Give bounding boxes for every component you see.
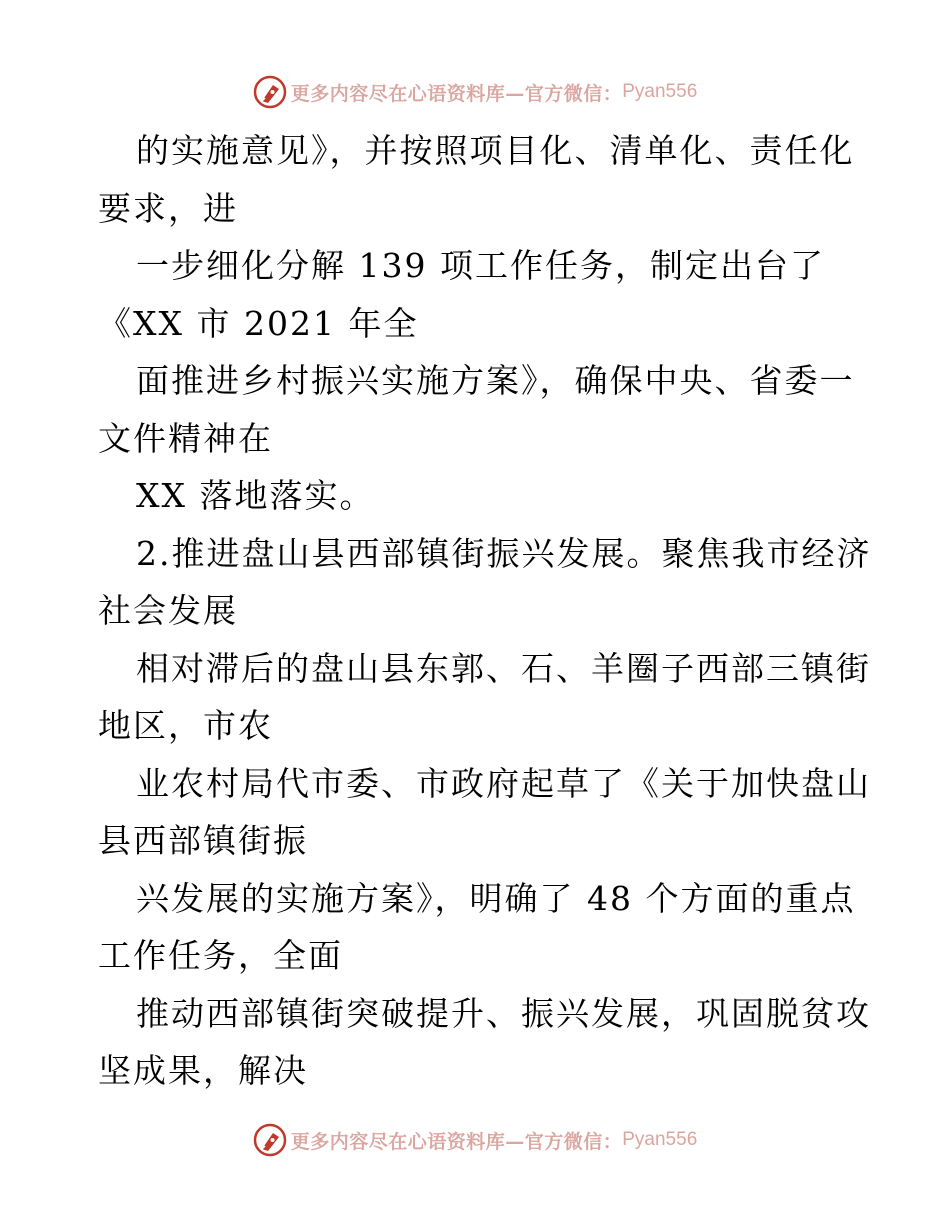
text-line: 一步细化分解 139 项工作任务，制定出台了 <box>136 246 825 285</box>
text-line: 县西部镇街振 <box>98 821 308 860</box>
text-line: 推动西部镇街突破提升、振兴发展，巩固脱贫攻 <box>136 993 871 1033</box>
text-line: 面推进乡村振兴实施方案》，确保中央、省委一 <box>136 361 855 400</box>
text-line: 兴发展的实施方案》，明确了 48 个方面的重点 <box>136 878 856 918</box>
text-line: 工作任务，全面 <box>98 936 343 975</box>
text-line: 要求，进 <box>98 188 238 228</box>
pen-nib-logo-icon <box>253 75 287 109</box>
text-line: 坚成果，解决 <box>98 1051 308 1090</box>
banner-wechat-id: Pyan556 <box>622 81 698 102</box>
text-line: 相对滞后的盘山县东郭、石、羊圈子西部三镇街 <box>136 648 871 688</box>
banner-text: 更多内容尽在心语资料库—官方微信： <box>290 82 623 105</box>
text-line: 业农村局代市委、市政府起草了《关于加快盘山 <box>136 763 871 803</box>
pen-nib-logo-icon <box>253 1123 287 1157</box>
footer-banner <box>0 1120 950 1160</box>
header-banner <box>0 72 950 112</box>
document-body <box>98 122 872 1100</box>
text-line: XX 落地落实。 <box>136 476 375 515</box>
banner-text: 更多内容尽在心语资料库—官方微信： <box>290 1130 623 1153</box>
text-line: 《XX 市 2021 年全 <box>98 303 419 343</box>
text-line: 地区，市农 <box>98 706 273 745</box>
text-line: 的实施意见》，并按照项目化、清单化、责任化 <box>136 131 855 170</box>
text-line: 文件精神在 <box>98 418 273 458</box>
text-line: 2.推进盘山县西部镇街振兴发展。聚焦我市经济 <box>136 533 872 573</box>
text-line: 社会发展 <box>98 591 238 630</box>
banner-wechat-id: Pyan556 <box>622 1129 698 1150</box>
